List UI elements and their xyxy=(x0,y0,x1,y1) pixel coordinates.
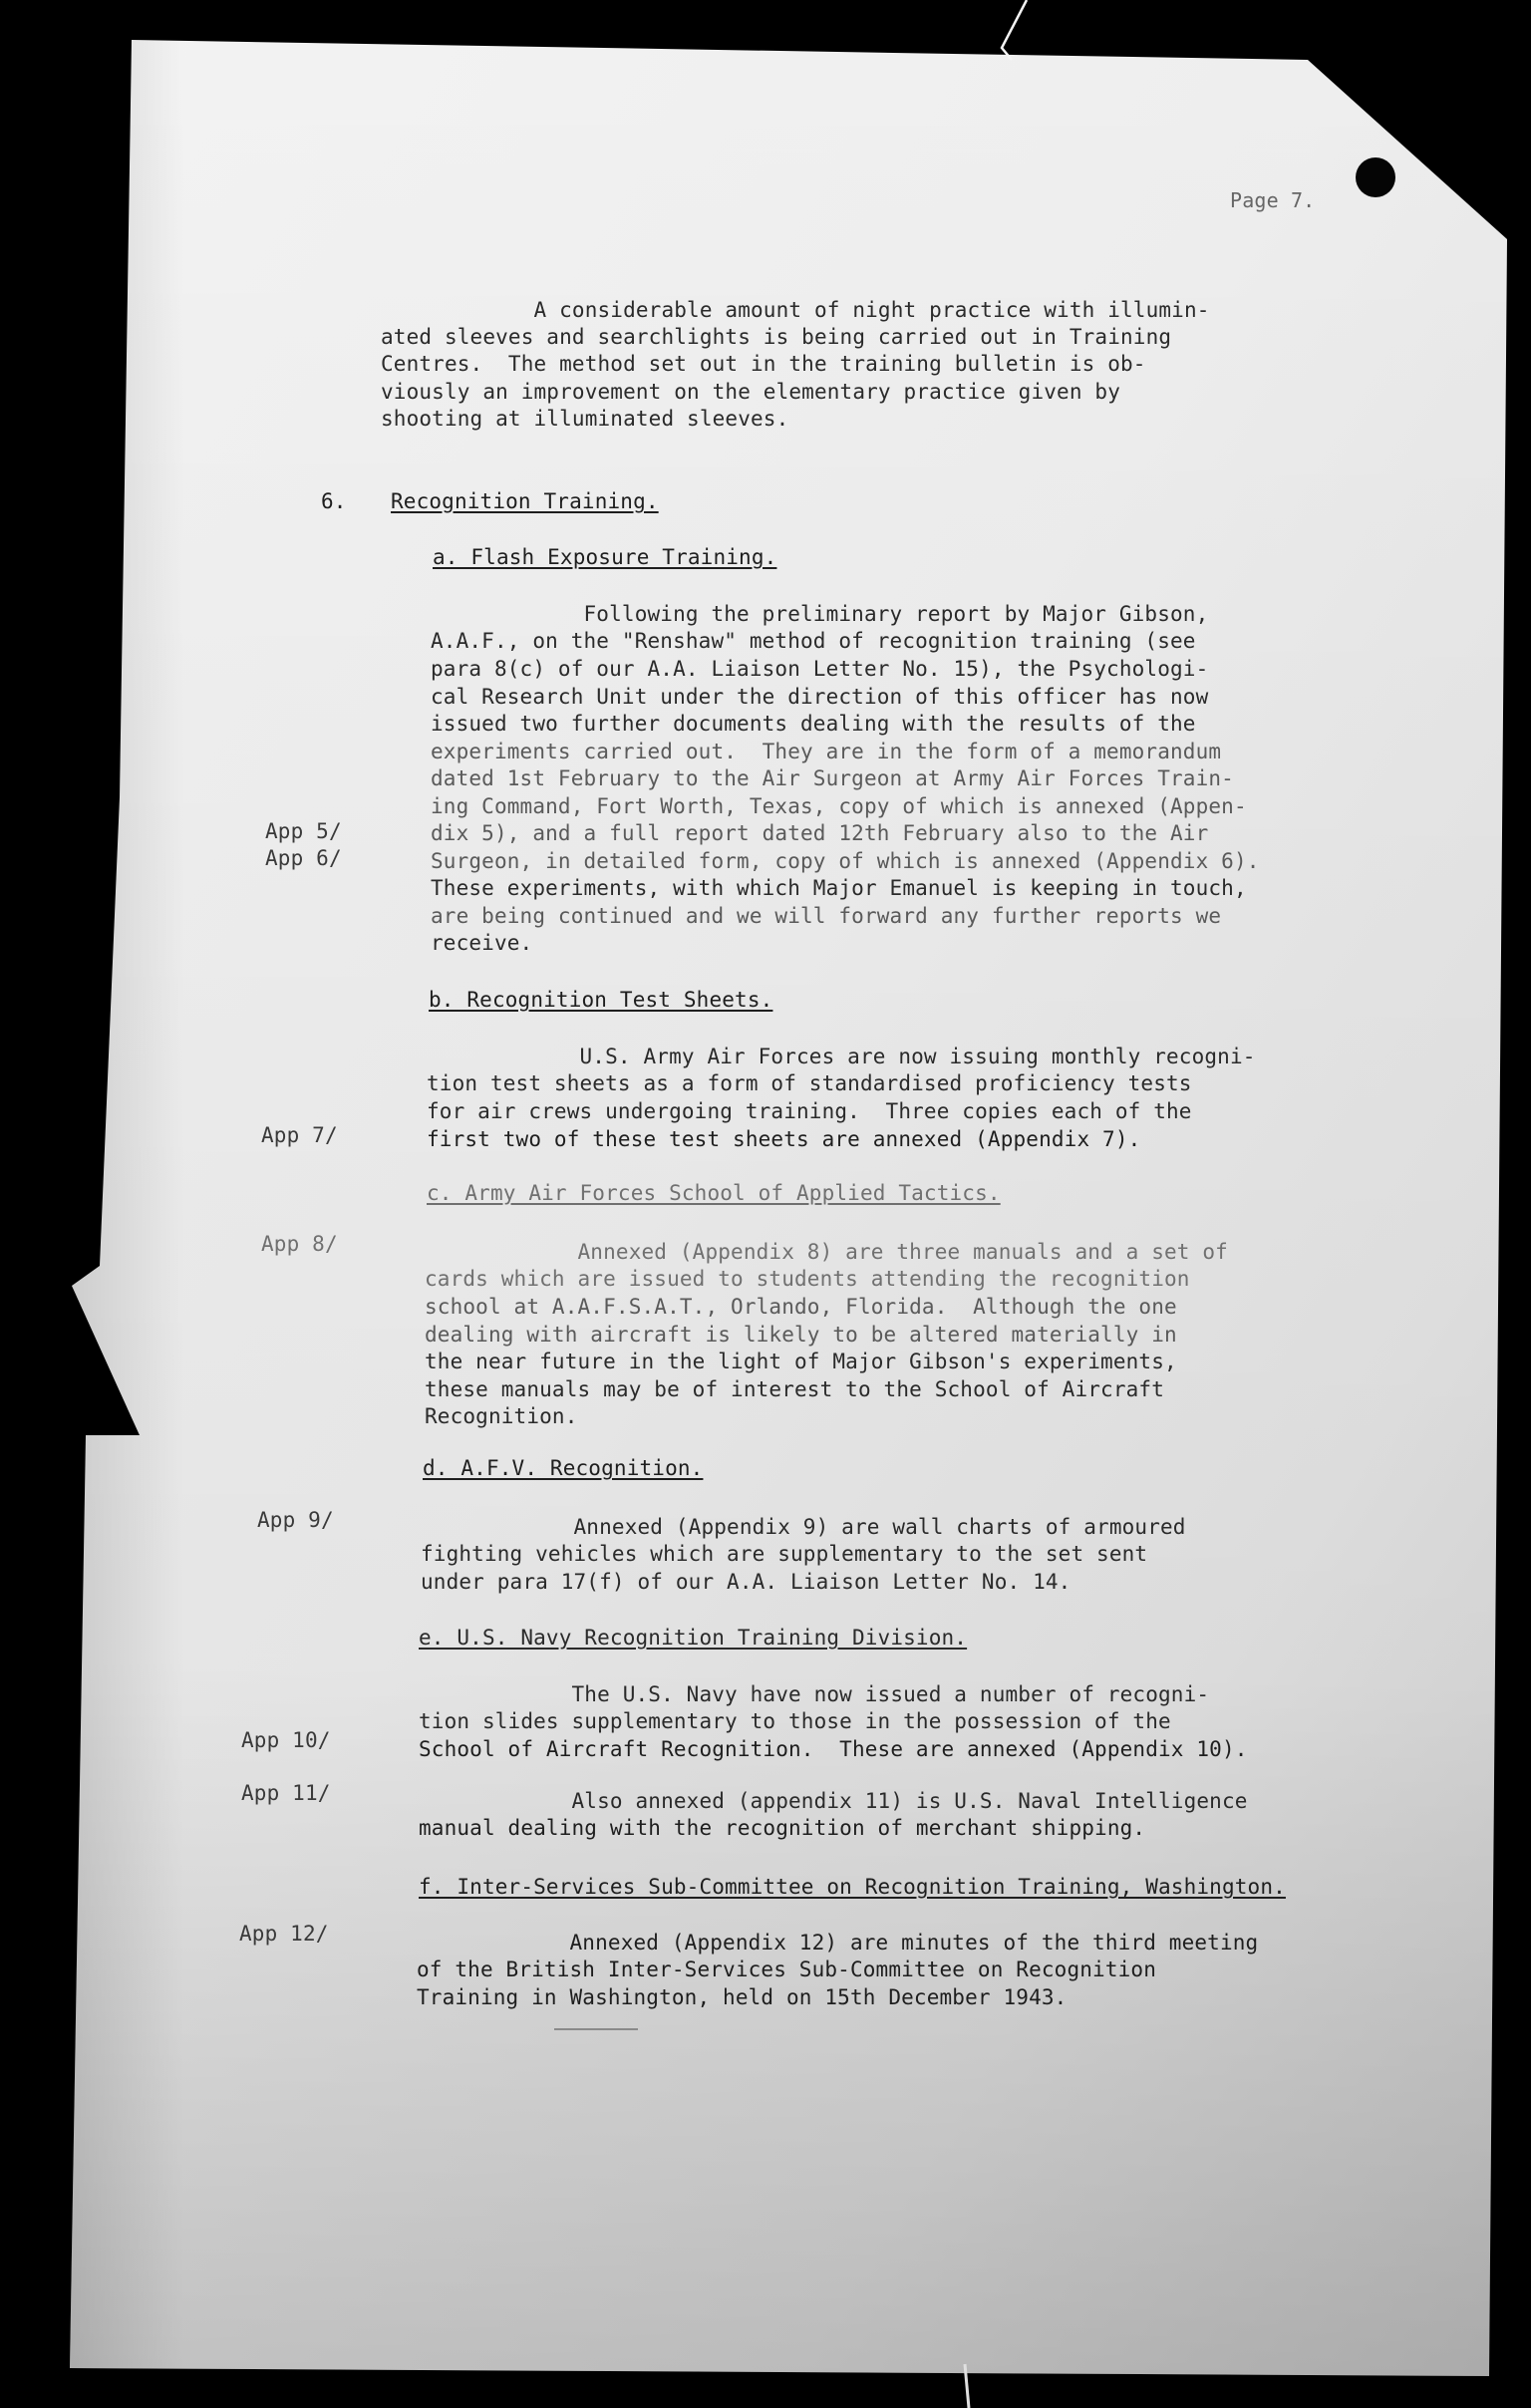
para-b-line: first two of these test sheets are annexed (Appendix 7). xyxy=(427,1127,1141,1151)
para-e2-line: manual dealing with the recognition of merchant shipping. xyxy=(419,1816,1146,1840)
para-c-line: cards which are issued to students attending the recognition xyxy=(425,1267,1190,1291)
margin-ref-app5: App 5/ xyxy=(265,819,342,843)
margin-ref-app12: App 12/ xyxy=(239,1922,329,1946)
subsection-heading-f: f. Inter-Services Sub-Committee on Recognition Training, Washington. xyxy=(419,1875,1286,1899)
para-a-line: ing Command, Fort Worth, Texas, copy of which is annexed (Appen- xyxy=(431,794,1247,818)
para-c-line: Recognition. xyxy=(425,1404,578,1428)
para-a-line: Surgeon, in detailed form, copy of which is annexed (Appendix 6). xyxy=(431,849,1260,873)
section-title: Recognition Training. xyxy=(391,489,659,513)
para-f-line: Annexed (Appendix 12) are minutes of the third meeting xyxy=(417,1931,1259,1955)
para-e-line: School of Aircraft Recognition. These are annexed (Appendix 10). xyxy=(419,1737,1248,1761)
margin-ref-app11: App 11/ xyxy=(241,1781,331,1805)
para-a-line: are being continued and we will forward any further reports we xyxy=(431,904,1222,928)
para-a-line: experiments carried out. They are in the form of a memorandum xyxy=(431,740,1222,763)
para-d-line: under para 17(f) of our A.A. Liaison Letter No. 14. xyxy=(421,1570,1072,1594)
intro-line: A considerable amount of night practice with illumin- xyxy=(381,298,1210,322)
intro-line: shooting at illuminated sleeves. xyxy=(381,407,789,431)
subsection-heading-e: e. U.S. Navy Recognition Training Division. xyxy=(419,1626,968,1650)
para-b-line: U.S. Army Air Forces are now issuing monthly recogni- xyxy=(427,1045,1256,1068)
subsection-heading-a: a. Flash Exposure Training. xyxy=(433,545,777,569)
para-a-line: issued two further documents dealing with the results of the xyxy=(431,712,1196,736)
para-a-line: dix 5), and a full report dated 12th February also to the Air xyxy=(431,821,1209,845)
para-c-line: dealing with aircraft is likely to be altered materially in xyxy=(425,1323,1177,1347)
subsection-heading-d: d. A.F.V. Recognition. xyxy=(423,1456,704,1480)
margin-ref-app8: App 8/ xyxy=(261,1232,338,1256)
para-a-line: dated 1st February to the Air Surgeon at Army Air Forces Train- xyxy=(431,766,1234,790)
margin-ref-app10: App 10/ xyxy=(241,1728,331,1752)
para-b-line: tion test sheets as a form of standardised proficiency tests xyxy=(427,1071,1192,1095)
para-e-line: tion slides supplementary to those in the possession of the xyxy=(419,1709,1171,1733)
para-f-line: Training in Washington, held on 15th December 1943. xyxy=(417,1985,1068,2009)
para-c-line: Annexed (Appendix 8) are three manuals and a set of xyxy=(425,1240,1228,1264)
para-a-line: Following the preliminary report by Major Gibson, xyxy=(431,602,1209,626)
subsection-heading-c: c. Army Air Forces School of Applied Tactics. xyxy=(427,1181,1001,1205)
para-a-line: receive. xyxy=(431,931,533,955)
page-number: Page 7. xyxy=(1230,188,1316,212)
margin-ref-app9: App 9/ xyxy=(257,1508,334,1532)
para-a-line: para 8(c) of our A.A. Liaison Letter No. 15), the Psychologi- xyxy=(431,657,1209,681)
margin-ref-app6: App 6/ xyxy=(265,846,342,870)
section-number: 6. xyxy=(321,489,347,513)
intro-line: Centres. The method set out in the training bulletin is ob- xyxy=(381,352,1146,376)
para-c-line: school at A.A.F.S.A.T., Orlando, Florida. Although the one xyxy=(425,1295,1177,1319)
para-f-line: of the British Inter-Services Sub-Committee on Recognition xyxy=(417,1957,1156,1981)
intro-line: ated sleeves and searchlights is being carried out in Training xyxy=(381,325,1172,349)
para-a-line: cal Research Unit under the direction of this officer has now xyxy=(431,685,1209,709)
para-c-line: these manuals may be of interest to the School of Aircraft xyxy=(425,1377,1164,1401)
subsection-heading-b: b. Recognition Test Sheets. xyxy=(429,988,773,1012)
para-c-line: the near future in the light of Major Gibson's experiments, xyxy=(425,1350,1177,1373)
para-d-line: fighting vehicles which are supplementary to the set sent xyxy=(421,1542,1148,1566)
para-e-line: The U.S. Navy have now issued a number of recogni- xyxy=(419,1682,1210,1706)
margin-ref-app7: App 7/ xyxy=(261,1123,338,1147)
para-a-line: A.A.F., on the "Renshaw" method of recognition training (see xyxy=(431,629,1196,653)
para-a-line: These experiments, with which Major Emanuel is keeping in touch, xyxy=(431,876,1247,900)
intro-line: viously an improvement on the elementary practice given by xyxy=(381,380,1120,404)
para-e2-line: Also annexed (appendix 11) is U.S. Naval Intelligence xyxy=(419,1789,1248,1813)
para-d-line: Annexed (Appendix 9) are wall charts of armoured xyxy=(421,1515,1186,1539)
para-b-line: for air crews undergoing training. Three copies each of the xyxy=(427,1099,1192,1123)
